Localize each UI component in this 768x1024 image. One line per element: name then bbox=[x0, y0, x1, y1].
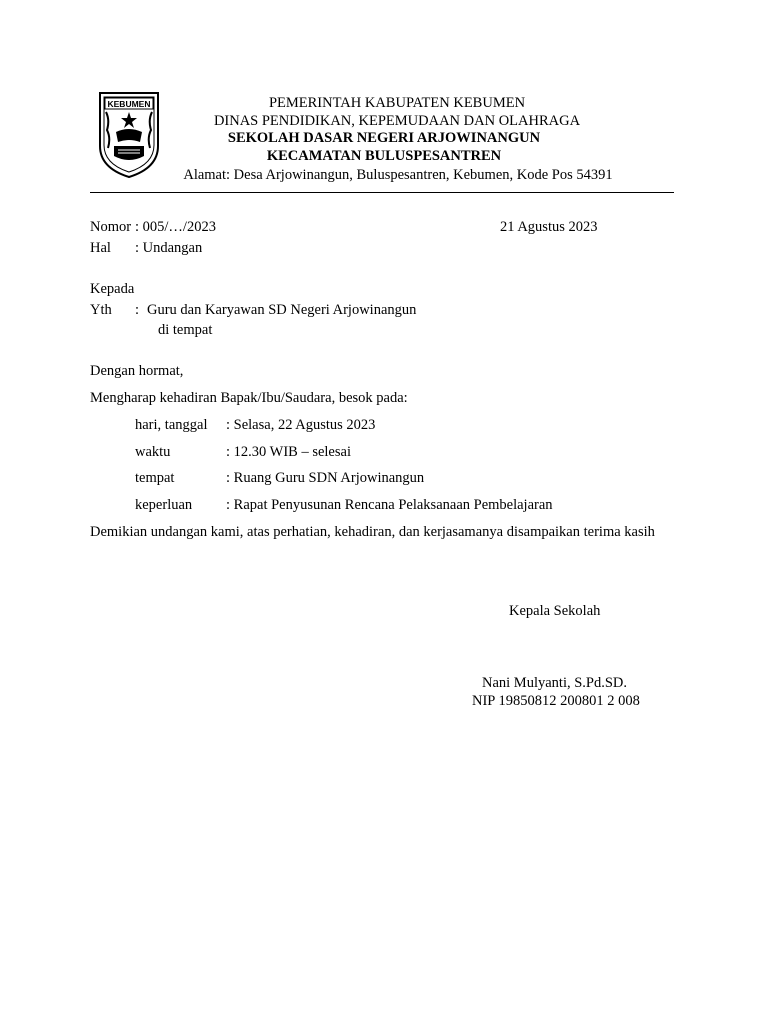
logo-text: KEBUMEN bbox=[107, 99, 151, 109]
closing-text: Demikian undangan kami, atas perhatian, kehadiran, dan kerjasamanya disampaikan terima kasih bbox=[90, 524, 655, 540]
letterhead-address: Alamat: Desa Arjowinangun, Buluspesantren, Kebumen, Kode Pos 54391 bbox=[183, 167, 613, 183]
letter-date: 21 Agustus 2023 bbox=[500, 219, 598, 235]
detail-value-date: : Selasa, 22 Agustus 2023 bbox=[226, 417, 376, 433]
letterhead-line-1: PEMERINTAH KABUPATEN KEBUMEN bbox=[268, 95, 526, 111]
detail-value-time: : 12.30 WIB – selesai bbox=[226, 444, 351, 460]
hal-label: Hal bbox=[90, 240, 111, 256]
yth-label: Yth bbox=[90, 302, 112, 318]
letterhead-line-2: DINAS PENDIDIKAN, KEPEMUDAAN DAN OLAHRAGA bbox=[213, 113, 581, 129]
nomor-label: Nomor bbox=[90, 219, 132, 235]
signature-name: Nani Mulyanti, S.Pd.SD. bbox=[482, 675, 628, 691]
detail-label-date: hari, tanggal bbox=[135, 417, 208, 433]
signature-nip: NIP 19850812 200801 2 008 bbox=[472, 693, 640, 709]
detail-label-place: tempat bbox=[135, 470, 175, 486]
intro-text: Mengharap kehadiran Bapak/Ibu/Saudara, besok pada: bbox=[90, 390, 408, 406]
signature-title: Kepala Sekolah bbox=[509, 603, 601, 619]
detail-label-time: waktu bbox=[135, 444, 171, 460]
greeting: Dengan hormat, bbox=[90, 363, 184, 379]
yth-colon: : bbox=[135, 302, 140, 318]
detail-value-purpose: : Rapat Penyusunan Rencana Pelaksanaan Pembelajaran bbox=[226, 497, 553, 513]
nomor-value: : 005/…/2023 bbox=[135, 219, 216, 235]
detail-label-purpose: keperluan bbox=[135, 497, 193, 513]
kepada-label: Kepada bbox=[90, 281, 135, 297]
letterhead-divider bbox=[90, 192, 674, 193]
letterhead-school-name: SEKOLAH DASAR NEGERI ARJOWINANGUN bbox=[227, 130, 541, 146]
recipient-place: di tempat bbox=[158, 322, 213, 338]
letterhead-district: KECAMATAN BULUSPESANTREN bbox=[266, 148, 502, 164]
hal-value: : Undangan bbox=[135, 240, 203, 256]
recipient-name: Guru dan Karyawan SD Negeri Arjowinangun bbox=[147, 302, 417, 318]
detail-value-place: : Ruang Guru SDN Arjowinangun bbox=[226, 470, 425, 486]
